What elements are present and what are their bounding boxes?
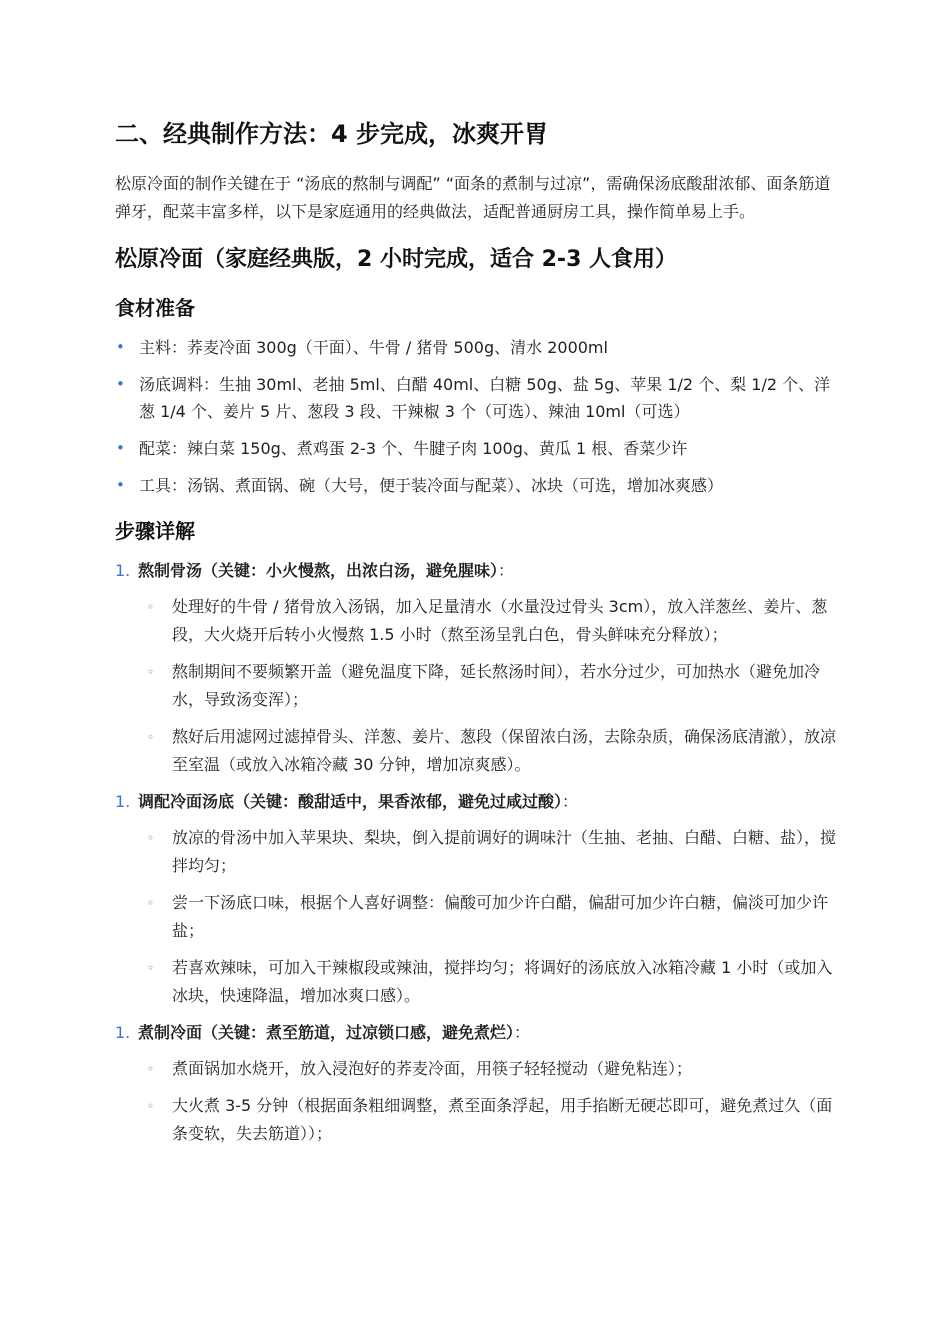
step-subitem [147,593,840,649]
ingredient-item [115,435,840,462]
ingredient-text: 工具：汤锅、煮面锅、碗（大号，便于装冷面与配菜）、冰块（可选，增加冰爽感） [139,476,724,495]
recipe-title: 松原冷面（家庭经典版，2 小时完成，适合 2-3 人食用） [115,247,678,272]
step-subitem [147,954,840,1010]
steps-heading: 步骤详解 [115,519,195,543]
step-subitem [147,889,840,945]
step-subitem-text: 熬好后用滤网过滤掉骨头、洋葱、姜片、葱段（保留浓白汤，去除杂质，确保汤底清澈），放凉至室温（或放入冰箱冷藏 30 分钟，增加凉爽感）。 [172,727,837,774]
ingredient-text: 汤底调料：生抽 30ml、老抽 5ml、白醋 40ml、白糖 50g、盐 5g、苹果 1/2 个、梨 1/2 个、洋葱 1/4 个、姜片 5 片、葱段 3 段、干辣椒 3 个（可选）、辣油 10ml（可选） [139,375,831,421]
ingredient-item [115,334,840,361]
ingredients-heading: 食材准备 [115,296,195,320]
circle-bullet-icon: ◦ [147,1099,155,1113]
step-subitem [147,723,840,779]
step-subitem-text: 放凉的骨汤中加入苹果块、梨块，倒入提前调好的调味汁（生抽、老抽、白醋、白糖、盐），搅拌均匀； [172,828,837,875]
step-subitem-text: 尝一下汤底口味，根据个人喜好调整：偏酸可加少许白醋，偏甜可加少许白糖，偏淡可加少许盐； [172,893,829,940]
section-title: 二、经典制作方法：4 步完成，冰爽开胃 [115,120,549,148]
step-title: 煮制冷面（关键：煮至筋道，过凉锁口感，避免煮烂） [138,1023,515,1042]
step-subitem [147,1055,840,1083]
circle-bullet-icon: ◦ [147,896,155,910]
ingredient-text: 配菜：辣白菜 150g、煮鸡蛋 2-3 个、牛腱子肉 100g、黄瓜 1 根、香菜少许 [139,439,688,458]
step-sublist [115,824,840,1010]
intro-paragraph: 松原冷面的制作关键在于 “汤底的熬制与调配” “面条的煮制与过凉”，需确保汤底酸甜浓郁、面条筋道弹牙，配菜丰富多样，以下是家庭通用的经典做法，适配普通厨房工具，操作简单易上手。 [115,174,831,221]
step-2 [115,788,840,1010]
step-number: 1. [115,792,131,811]
step-3 [115,1019,840,1148]
step-number: 1. [115,561,131,580]
step-sublist [115,593,840,779]
step-number: 1. [115,1023,131,1042]
step-header [115,788,840,816]
document-content [115,112,840,1157]
circle-bullet-icon: ◦ [147,831,155,845]
step-title: 熬制骨汤（关键：小火慢熬，出浓白汤，避免腥味） [138,561,499,580]
step-subitem [147,1092,840,1148]
step-subitem-text: 熬制期间不要频繁开盖（避免温度下降，延长熬汤时间），若水分过少，可加热水（避免加冷水，导致汤变浑）； [172,662,821,709]
step-1 [115,557,840,779]
circle-bullet-icon: ◦ [147,665,155,679]
circle-bullet-icon: ◦ [147,600,155,614]
step-subitem-text: 大火煮 3-5 分钟（根据面条粗细调整，煮至面条浮起，用手掐断无硬芯即可，避免煮过久（面条变软，失去筋道））； [172,1096,833,1143]
ingredient-text: 主料：荞麦冷面 300g（干面）、牛骨 / 猪骨 500g、清水 2000ml [139,338,608,357]
ingredient-item [115,472,840,499]
step-subitem-text: 煮面锅加水烧开，放入浸泡好的荞麦冷面，用筷子轻轻搅动（避免粘连）； [172,1059,693,1078]
ingredients-list [115,334,840,499]
step-header [115,557,840,585]
step-subitem [147,824,840,880]
bullet-icon: • [116,439,125,457]
bullet-icon: • [116,338,125,356]
bullet-icon: • [116,476,125,494]
step-subitem-text: 若喜欢辣味，可加入干辣椒段或辣油，搅拌均匀；将调好的汤底放入冰箱冷藏 1 小时（或加入冰块，快速降温，增加冰爽口感）。 [172,958,833,1005]
step-suffix: ： [498,561,515,580]
step-suffix: ： [514,1023,531,1042]
ingredient-item [115,371,840,425]
circle-bullet-icon: ◦ [147,961,155,975]
step-title: 调配冷面汤底（关键：酸甜适中，果香浓郁，避免过咸过酸） [138,792,563,811]
circle-bullet-icon: ◦ [147,730,155,744]
bullet-icon: • [116,375,125,393]
step-sublist [115,1055,840,1148]
step-subitem-text: 处理好的牛骨 / 猪骨放入汤锅，加入足量清水（水量没过骨头 3cm），放入洋葱丝、姜片、葱段，大火烧开后转小火慢熬 1.5 小时（熬至汤呈乳白色，骨头鲜味充分释放）； [172,597,828,644]
step-subitem [147,658,840,714]
step-header [115,1019,840,1047]
circle-bullet-icon: ◦ [147,1062,155,1076]
step-suffix: ： [562,792,579,811]
